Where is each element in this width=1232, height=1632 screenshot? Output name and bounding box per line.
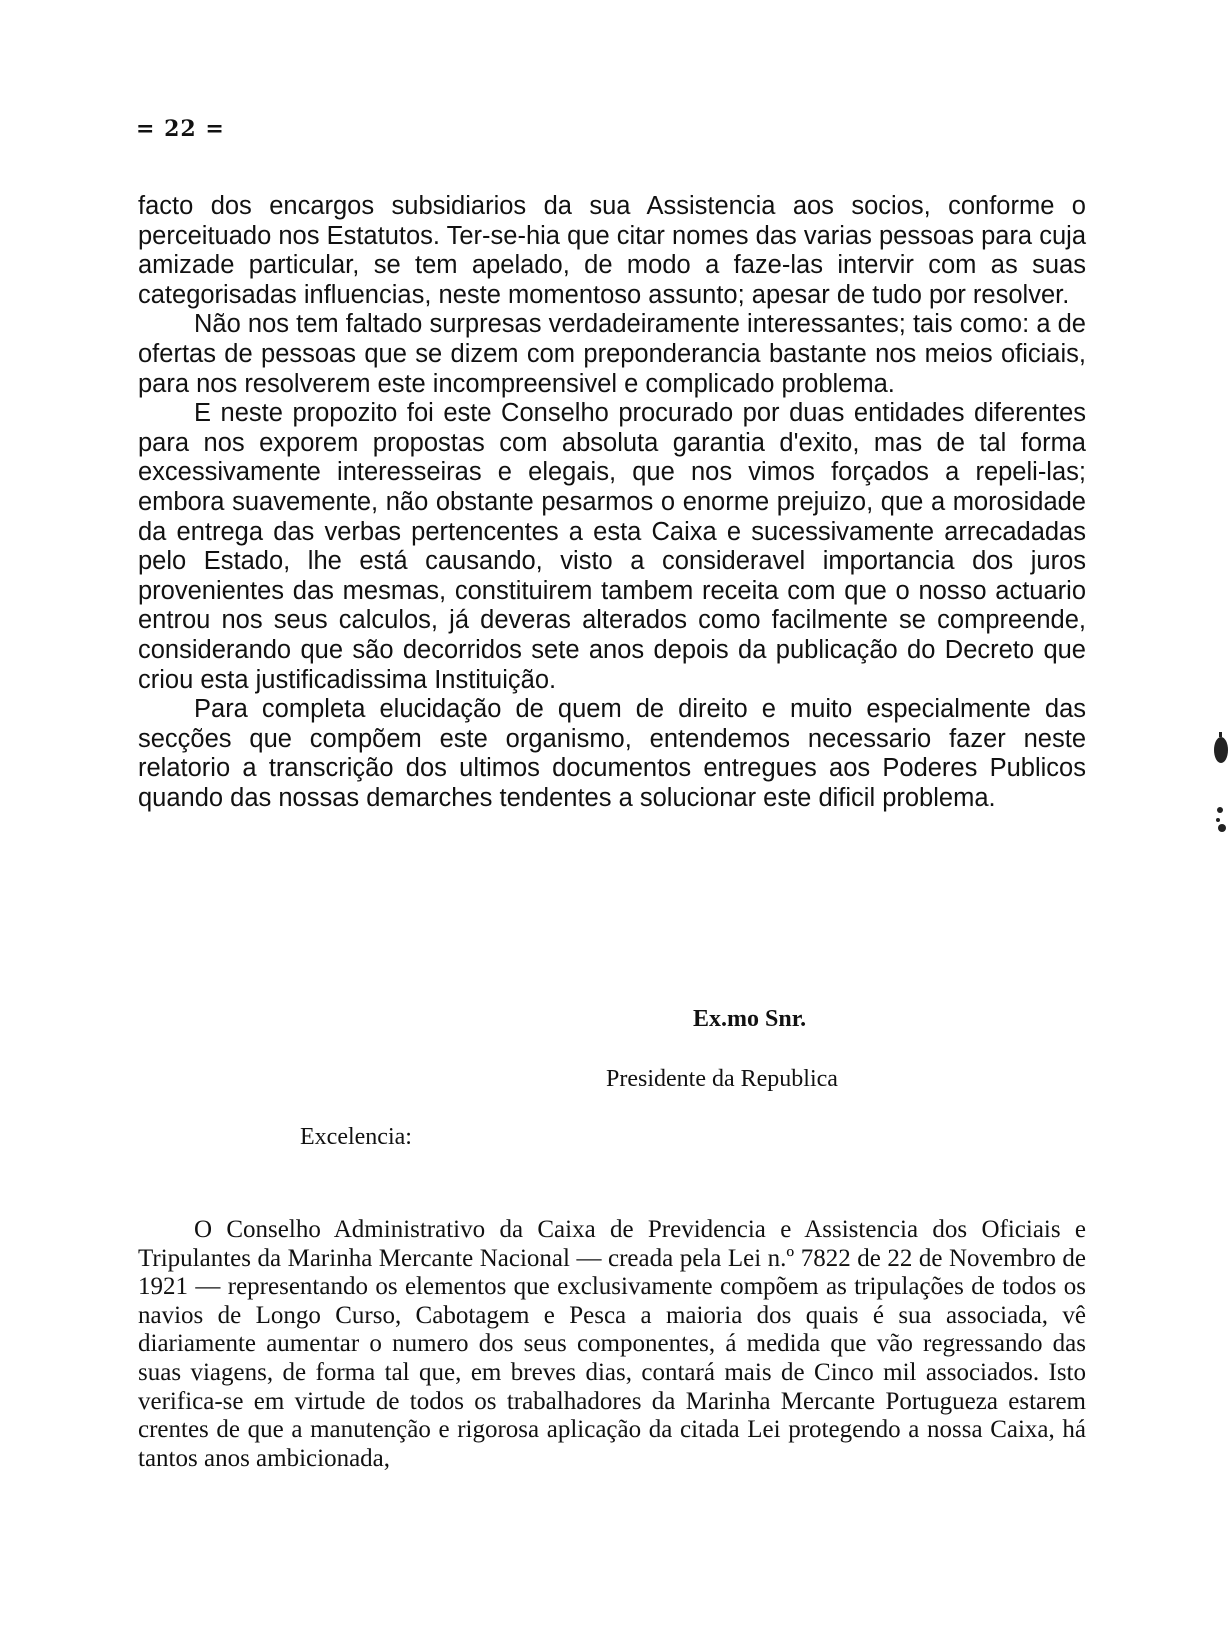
paragraph-4: Para completa elucidação de quem de direito e muito especialmente das secções que compõem este organismo, entendemos necessario fazer neste relatorio a transcrição dos ultimos documentos entregues aos Poderes Publicos quando das nossas demarches tendentes a solucionar este dificil problema. <box>138 695 1086 812</box>
paragraph-2: Não nos tem faltado surpresas verdadeiramente interessantes; tais como: a de ofertas de pessoas que se dizem com preponderancia bastante nos meios oficiais, para nos resolverem este incompreensivel e complicado problema. <box>138 310 1086 398</box>
letter-greeting: Excelencia: <box>300 1124 412 1150</box>
paragraph-1: facto dos encargos subsidiarios da sua Assistencia aos socios, conforme o perceituado nos Estatutos. Ter-se-hia que citar nomes das varias pessoas para cuja amizade particular, se tem apelado, de modo a faze-las intervir com as suas categorisadas influencias, neste momentoso assunto; apesar de tudo por resolver. <box>138 192 1086 309</box>
letter-address-line-1: Ex.mo Snr. <box>693 1006 807 1032</box>
page-number: = 22 = <box>136 116 225 142</box>
margin-ink-marks <box>1212 730 1230 870</box>
report-text <box>138 192 1086 813</box>
letter-body: O Conselho Administrativo da Caixa de Previdencia e Assistencia dos Oficiais e Tripulantes da Marinha Mercante Nacional — creada pela Lei n.º 7822 de 22 de Novembro de 1921 — representando os elementos que exclusivamente compõem as tripulações de todos os navios de Longo Curso, Cabotagem e Pesca a maioria dos quais é sua associada, vê diariamente aumentar o numero dos seus componentes, á medida que vão regressando das suas viagens, de forma tal que, em breves dias, contará mais de Cinco mil associados. Isto verifica-se em virtude de todos os trabalhadores da Marinha Mercante Portugueza estarem crentes de que a manutenção e rigorosa aplicação da citada Lei protegendo a nossa Caixa, há tantos anos ambicionada, <box>138 1216 1086 1472</box>
paragraph-3: E neste propozito foi este Conselho procurado por duas entidades diferentes para nos exporem propostas com absoluta garantia d'exito, mas de tal forma excessivamente interesseiras e elegais, que nos vimos forçados a repeli-las; embora suavemente, não obstante pesarmos o enorme prejuizo, que a morosidade da entrega das verbas pertencentes a esta Caixa e sucessivamente arrecadadas pelo Estado, lhe está causando, visto a consideravel importancia dos juros provenientes das mesmas, constituirem tambem receita com que o nosso actuario entrou nos seus calculos, já deveras alterados como facilmente se compreende, considerando que são decorridos sete anos depois da publicação do Decreto que criou esta justificadissima Instituição. <box>138 399 1086 694</box>
letter-address-line-2: Presidente da Republica <box>606 1066 838 1092</box>
